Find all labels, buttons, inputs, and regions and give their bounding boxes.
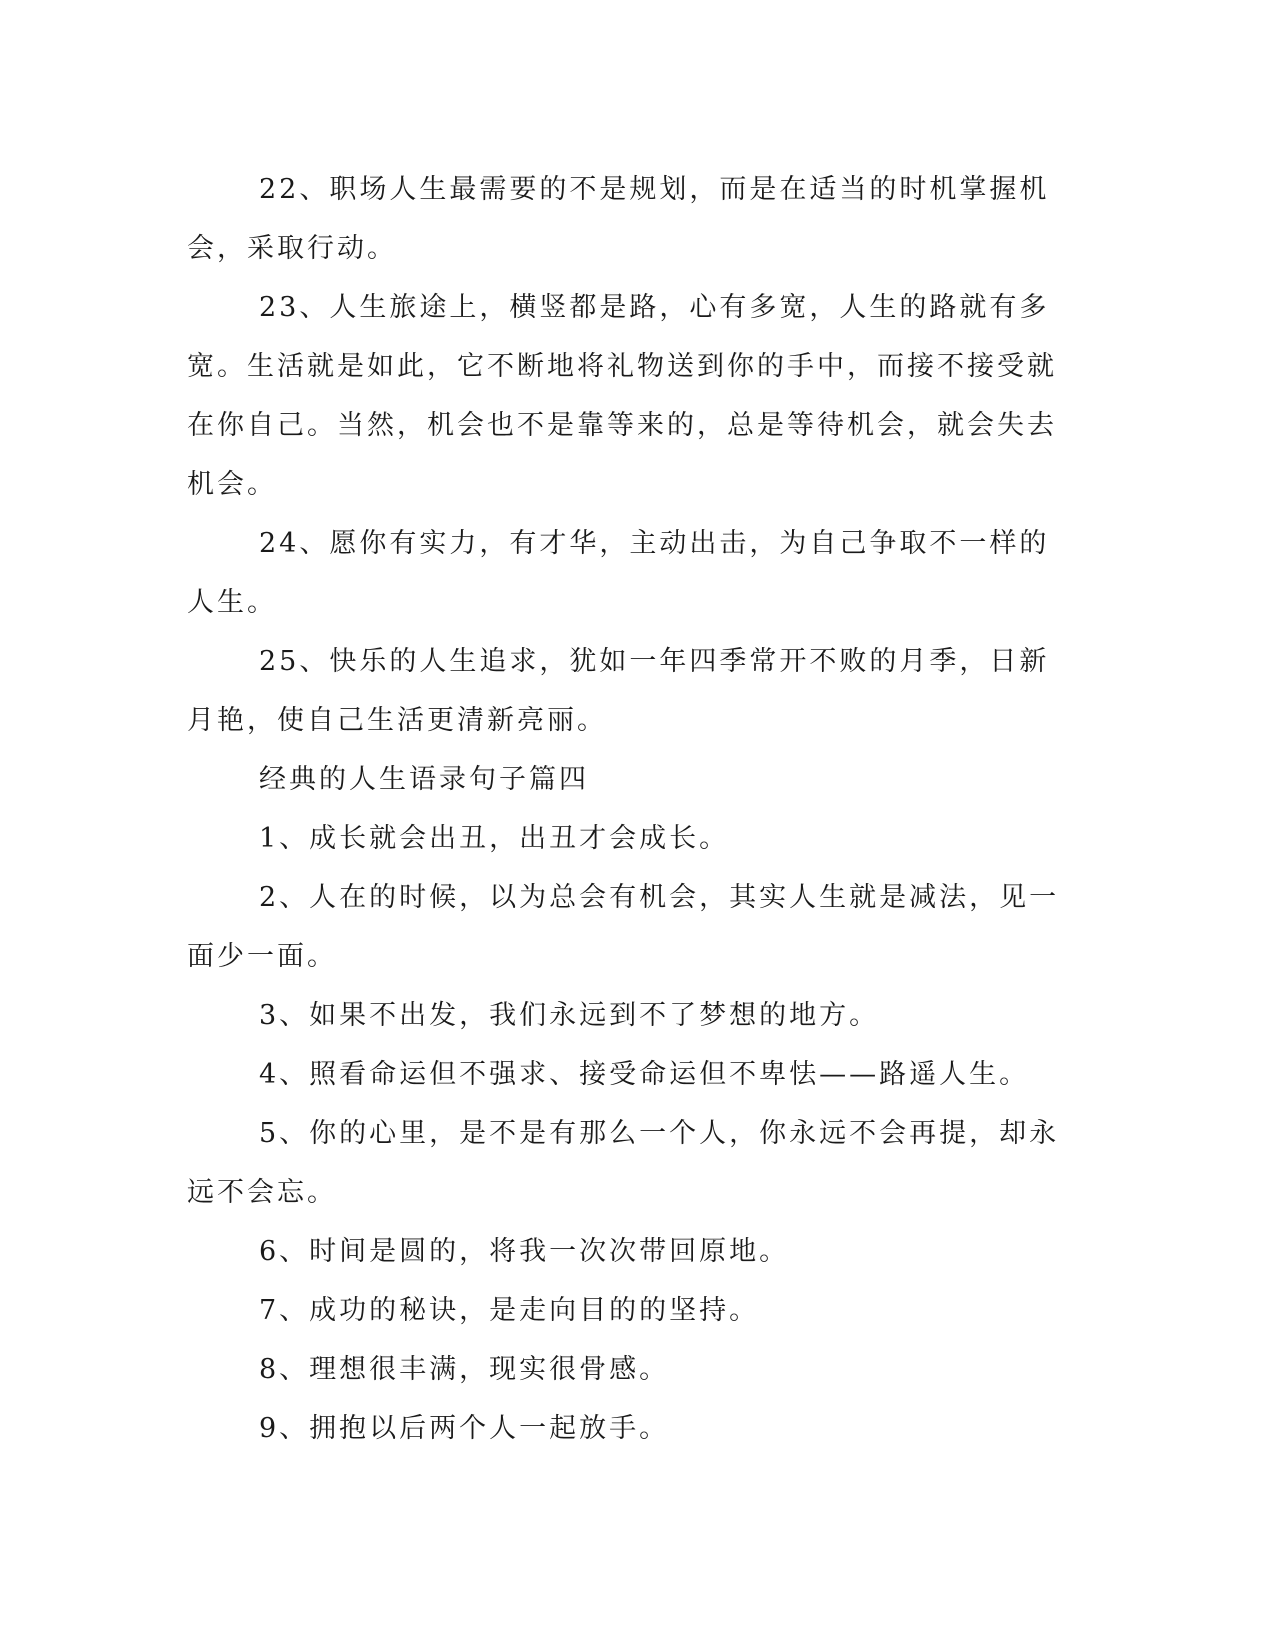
paragraph-24: 24、愿你有实力，有才华，主动出击，为自己争取不一样的人生。 — [187, 528, 1050, 618]
paragraph-9: 9、拥抱以后两个人一起放手。 — [259, 1413, 670, 1444]
paragraph-23: 23、人生旅途上，横竖都是路，心有多宽，人生的路就有多宽。生活就是如此，它不断地将礼物送到你的手中，而接不接受就在你自己。当然，机会也不是靠等来的，总是等待机会，就会失去机会。 — [187, 292, 1057, 500]
paragraph-8: 8、理想很丰满，现实很骨感。 — [259, 1354, 670, 1385]
section-heading: 经典的人生语录句子篇四 — [259, 764, 589, 795]
paragraph-5: 5、你的心里，是不是有那么一个人，你永远不会再提，却永远不会忘。 — [187, 1118, 1060, 1208]
paragraph-7: 7、成功的秘诀，是走向目的的坚持。 — [259, 1295, 760, 1326]
paragraph-1: 1、成长就会出丑，出丑才会成长。 — [259, 823, 730, 854]
paragraph-4: 4、照看命运但不强求、接受命运但不卑怯——路遥人生。 — [259, 1059, 1030, 1090]
paragraph-3: 3、如果不出发，我们永远到不了梦想的地方。 — [259, 1000, 880, 1031]
paragraph-25: 25、快乐的人生追求，犹如一年四季常开不败的月季，日新月艳，使自己生活更清新亮丽。 — [187, 646, 1050, 736]
paragraph-6: 6、时间是圆的，将我一次次带回原地。 — [259, 1236, 790, 1267]
document-body — [187, 160, 1067, 1458]
paragraph-2: 2、人在的时候，以为总会有机会，其实人生就是减法，见一面少一面。 — [187, 882, 1060, 972]
paragraph-22: 22、职场人生最需要的不是规划，而是在适当的时机掌握机会，采取行动。 — [187, 174, 1050, 264]
